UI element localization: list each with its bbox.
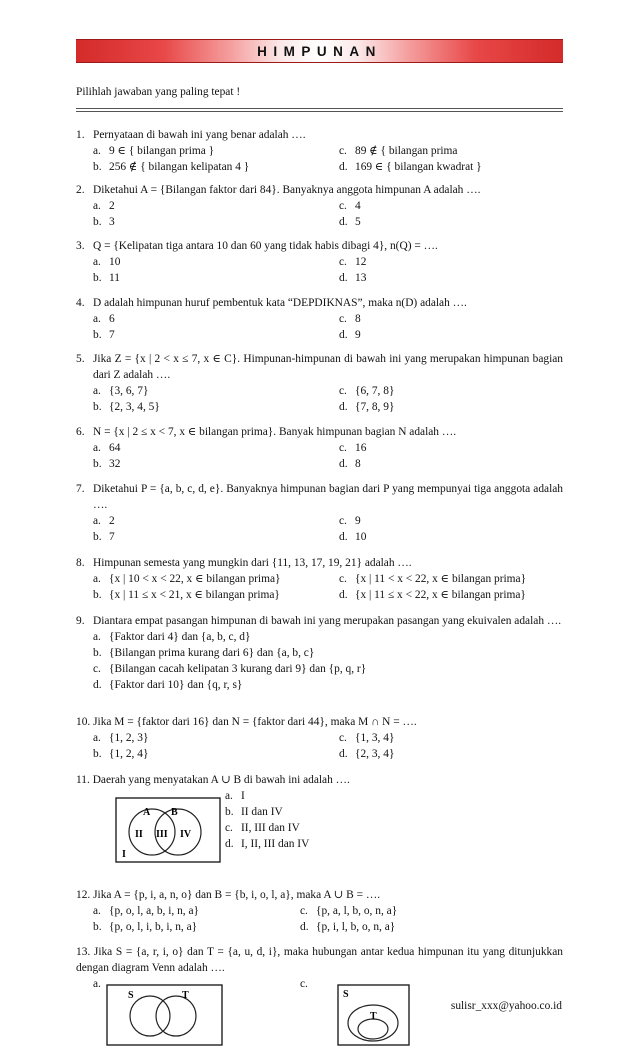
question-text: Diketahui A = {Bilangan faktor dari 84}. Banyaknya anggota himpunan A adalah …. bbox=[93, 184, 481, 196]
option-a[interactable]: a. {1, 2, 3} bbox=[93, 732, 149, 744]
set-a-label: A bbox=[143, 807, 151, 818]
question-number: 10. bbox=[76, 716, 91, 728]
set-s-label: S bbox=[128, 990, 134, 1001]
option-d[interactable]: d. {Faktor dari 10} dan {q, r, s} bbox=[93, 679, 243, 691]
option-a[interactable]: a. 6 bbox=[93, 313, 115, 325]
option-c[interactable]: c. bbox=[300, 978, 308, 990]
option-c[interactable]: c. 16 bbox=[339, 442, 367, 454]
question-text: Jika M = {faktor dari 16} dan N = {faktor dari 44}, maka M ∩ N = …. bbox=[93, 716, 417, 728]
option-d[interactable]: d. 5 bbox=[339, 216, 361, 228]
set-t-label: T bbox=[370, 1011, 377, 1022]
question-5: 5. Jika Z = {x | 2 < x ≤ 7, x ∈ C}. Himpunan-himpunan di bawah ini yang merupakan himpunan bagian dari Z adalah …. a. {3, 6, 7} c. {6, 7, 8} b. {2, 3, 4, 5} d. {7, 8, 9} bbox=[76, 351, 563, 415]
option-a[interactable]: a. 10 bbox=[93, 256, 121, 268]
option-b[interactable]: b. 32 bbox=[93, 458, 121, 470]
set-t-circle bbox=[156, 996, 196, 1036]
option-c[interactable]: c. II, III dan IV bbox=[225, 822, 300, 834]
question-number: 12. bbox=[76, 889, 91, 901]
venn-diagram-option-c bbox=[337, 984, 410, 1046]
question-text: Jika A = {p, i, a, n, o} dan B = {b, i, o, l, a}, maka A ∪ B = …. bbox=[93, 889, 381, 901]
option-c[interactable]: c. 12 bbox=[339, 256, 367, 268]
page-title: HIMPUNAN bbox=[257, 43, 382, 59]
option-c[interactable]: c. 89 ∉ { bilangan prima bbox=[339, 145, 458, 157]
option-a[interactable]: a. {Faktor dari 4} dan {a, b, c, d} bbox=[93, 631, 251, 643]
question-text: N = {x | 2 ≤ x < 7, x ∈ bilangan prima}. Banyak himpunan bagian N adalah …. bbox=[93, 426, 457, 438]
question-11 bbox=[76, 772, 563, 788]
question-number: 13. bbox=[76, 946, 91, 958]
question-8: 8. Himpunan semesta yang mungkin dari {11, 13, 17, 19, 21} adalah …. a. {x | 10 < x < 22, x ∈ bilangan prima} c. {x | 11 < x < 22, x ∈ bilangan prima} b. {x | 11 ≤ x < 21, x ∈ bilangan prima} d. {x | 11 ≤ x < 22, x ∈ bilangan prima} bbox=[76, 555, 563, 603]
question-text: Q = {Kelipatan tiga antara 10 dan 60 yang tidak habis dibagi 4}, n(Q) = …. bbox=[93, 240, 438, 252]
question-number: 11. bbox=[76, 774, 90, 786]
question-4: 4. D adalah himpunan huruf pembentuk kata “DEPDIKNAS”, maka n(D) adalah …. a. 6 c. 8 b. 7 d. 9 bbox=[76, 295, 563, 343]
divider-line bbox=[76, 108, 563, 109]
option-d[interactable]: d. 9 bbox=[339, 329, 361, 341]
option-a[interactable]: a. I bbox=[225, 790, 245, 802]
set-b-label: B bbox=[171, 807, 178, 818]
set-s-label: S bbox=[343, 989, 349, 1000]
option-b[interactable]: b. {Bilangan prima kurang dari 6} dan {a, b, c} bbox=[93, 647, 315, 659]
option-d[interactable]: d. 10 bbox=[339, 531, 367, 543]
option-b[interactable]: b. 256 ∉ { bilangan kelipatan 4 } bbox=[93, 161, 250, 173]
region-2-label: II bbox=[135, 829, 143, 840]
option-c[interactable]: c. 9 bbox=[339, 515, 361, 527]
question-1 bbox=[76, 127, 563, 175]
set-t-ellipse bbox=[358, 1019, 388, 1039]
option-b[interactable]: b. 3 bbox=[93, 216, 115, 228]
option-b[interactable]: b. 7 bbox=[93, 531, 115, 543]
title-banner bbox=[76, 39, 563, 63]
question-12 bbox=[76, 887, 563, 935]
question-6: 6. N = {x | 2 ≤ x < 7, x ∈ bilangan prima}. Banyak himpunan bagian N adalah …. a. 64 c. 16 b. 32 d. 8 bbox=[76, 424, 563, 472]
option-d[interactable]: d. 8 bbox=[339, 458, 361, 470]
question-2: 2. Diketahui A = {Bilangan faktor dari 84}. Banyaknya anggota himpunan A adalah …. a. 2 c. 4 b. 3 d. 5 bbox=[76, 182, 563, 230]
option-c[interactable]: c. {1, 3, 4} bbox=[339, 732, 395, 744]
question-text: Jika S = {a, r, i, o} dan T = {a, u, d, i}, maka hubungan antar kedua himpunan itu yang ditunjukkan dengan diagram Venn adalah …. bbox=[76, 946, 563, 974]
option-a[interactable]: a. bbox=[93, 978, 101, 990]
option-b[interactable]: b. 11 bbox=[93, 272, 120, 284]
question-3: 3. Q = {Kelipatan tiga antara 10 dan 60 yang tidak habis dibagi 4}, n(Q) = …. a. 10 c. 12 b. 11 d. 13 bbox=[76, 238, 563, 286]
question-9: 9. Diantara empat pasangan himpunan di bawah ini yang merupakan pasangan yang ekuivalen adalah …. a. {Faktor dari 4} dan {a, b, c, d} b. {Bilangan prima kurang dari 6} dan {a, b, c} c. {Bilangan cacah kelipatan 3 kurang dari 9} dan {p, q, r} d. {Faktor dari 10} dan {q, r, s} bbox=[76, 615, 562, 691]
option-d[interactable]: d. 169 ∈ { bilangan kwadrat } bbox=[339, 161, 482, 173]
question-7: 7. Diketahui P = {a, b, c, d, e}. Banyaknya himpunan bagian dari P yang mempunyai tiga anggota adalah …. a. 2 c. 9 b. 7 d. 10 bbox=[76, 481, 563, 545]
option-b[interactable]: b. II dan IV bbox=[225, 806, 283, 818]
option-b[interactable]: b. {p, o, l, i, b, i, n, a} bbox=[93, 921, 198, 933]
option-b[interactable]: b. 7 bbox=[93, 329, 115, 341]
venn-diagram-ab bbox=[115, 797, 221, 863]
option-a[interactable]: a. {p, o, l, a, b, i, n, a} bbox=[93, 905, 200, 917]
option-b[interactable]: b. {1, 2, 4} bbox=[93, 748, 149, 760]
region-3-label: III bbox=[156, 829, 168, 840]
instruction-text: Pilihlah jawaban yang paling tepat ! bbox=[76, 86, 241, 98]
question-text: Daerah yang menyatakan A ∪ B di bawah ini adalah …. bbox=[92, 774, 350, 786]
option-d[interactable]: d. {x | 11 ≤ x < 22, x ∈ bilangan prima} bbox=[339, 589, 526, 601]
option-c[interactable]: c. {p, a, l, b, o, n, a} bbox=[300, 905, 398, 917]
option-d[interactable]: d. 13 bbox=[339, 272, 367, 284]
set-s-circle bbox=[130, 996, 170, 1036]
question-text: Diantara empat pasangan himpunan di bawah ini yang merupakan pasangan yang ekuivalen adalah …. bbox=[93, 615, 562, 627]
region-4-label: IV bbox=[180, 829, 192, 840]
option-c[interactable]: c. {6, 7, 8} bbox=[339, 385, 395, 397]
option-d[interactable]: d. {7, 8, 9} bbox=[339, 401, 395, 413]
option-d[interactable]: d. {p, i, l, b, o, n, a} bbox=[300, 921, 396, 933]
option-a[interactable]: a. 9 ∈ { bilangan prima } bbox=[93, 145, 215, 157]
option-b[interactable]: b. {x | 11 ≤ x < 21, x ∈ bilangan prima} bbox=[93, 589, 280, 601]
question-10 bbox=[76, 714, 563, 762]
option-a[interactable]: a. 2 bbox=[93, 515, 115, 527]
question-number: 1. bbox=[76, 129, 85, 141]
question-text: D adalah himpunan huruf pembentuk kata “DEPDIKNAS”, maka n(D) adalah …. bbox=[93, 297, 467, 309]
option-a[interactable]: a. {x | 10 < x < 22, x ∈ bilangan prima} bbox=[93, 573, 281, 585]
venn-diagram-option-a bbox=[106, 984, 223, 1046]
option-b[interactable]: b. {2, 3, 4, 5} bbox=[93, 401, 160, 413]
option-d[interactable]: d. {2, 3, 4} bbox=[339, 748, 395, 760]
option-c[interactable]: c. {Bilangan cacah kelipatan 3 kurang dari 9} dan {p, q, r} bbox=[93, 663, 367, 675]
option-c[interactable]: c. 4 bbox=[339, 200, 361, 212]
footer-email: sulisr_xxx@yahoo.co.id bbox=[450, 1000, 562, 1012]
option-a[interactable]: a. 2 bbox=[93, 200, 115, 212]
question-13 bbox=[76, 944, 563, 976]
question-text: Pernyataan di bawah ini yang benar adalah …. bbox=[93, 129, 306, 141]
universal-set-box bbox=[107, 985, 222, 1045]
divider-line bbox=[76, 111, 563, 112]
option-d[interactable]: d. I, II, III dan IV bbox=[225, 838, 310, 850]
region-1-label: I bbox=[122, 849, 126, 860]
option-c[interactable]: c. 8 bbox=[339, 313, 361, 325]
question-text: Jika Z = {x | 2 < x ≤ 7, x ∈ C}. Himpunan-himpunan di bawah ini yang merupakan himpunan bagian dari Z adalah …. bbox=[93, 353, 563, 381]
set-t-label: T bbox=[182, 990, 189, 1001]
option-a[interactable]: a. {3, 6, 7} bbox=[93, 385, 149, 397]
question-text: Diketahui P = {a, b, c, d, e}. Banyaknya himpunan bagian dari P yang mempunyai tiga anggota adalah …. bbox=[93, 483, 563, 511]
option-a[interactable]: a. 64 bbox=[93, 442, 121, 454]
option-c[interactable]: c. {x | 11 < x < 22, x ∈ bilangan prima} bbox=[339, 573, 527, 585]
question-text: Himpunan semesta yang mungkin dari {11, 13, 17, 19, 21} adalah …. bbox=[93, 557, 412, 569]
